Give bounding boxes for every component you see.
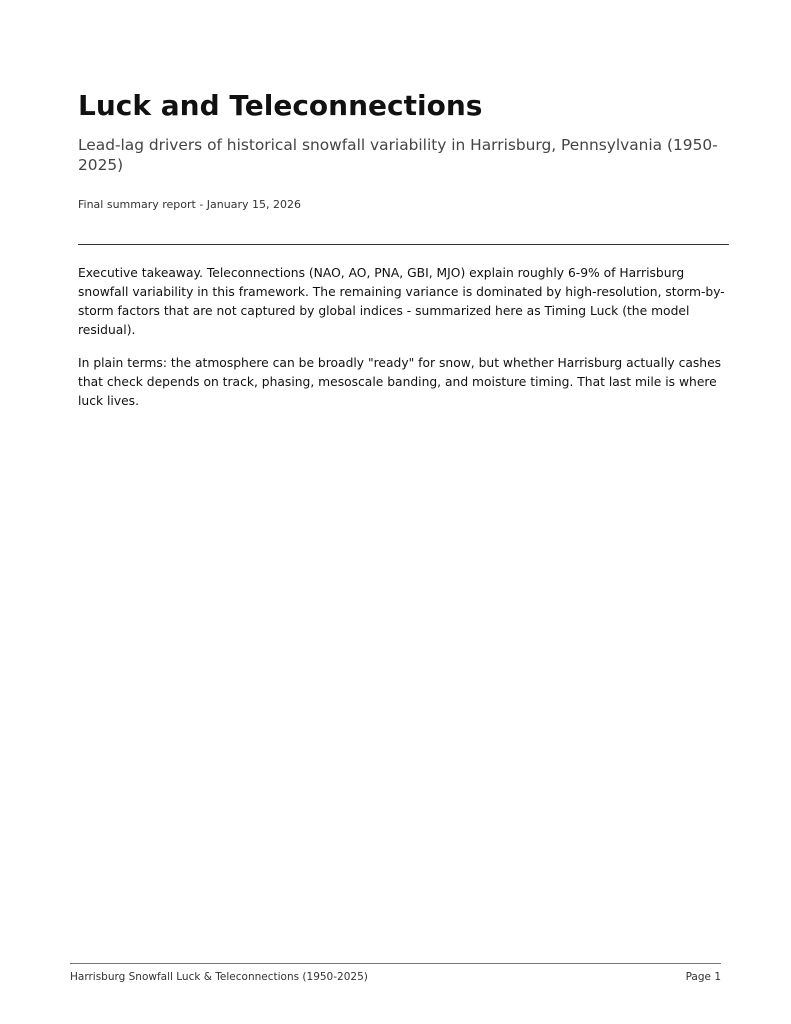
page-subtitle: Lead-lag drivers of historical snowfall variability in Harrisburg, Pennsylvania (1950-2025) [78, 136, 718, 174]
executive-takeaway-paragraph: Executive takeaway. Teleconnections (NAO, AO, PNA, GBI, MJO) explain roughly 6-9% of Harrisburg snowfall variability in this framework. The remaining variance is dominated by high-resolution, storm-by-storm factors that are not captured by global indices - summarized here as Timing Luck (the model residual). [78, 266, 725, 337]
header-divider [78, 244, 729, 245]
plain-terms-paragraph: In plain terms: the atmosphere can be broadly "ready" for snow, but whether Harrisburg actually cashes that check depends on track, phasing, mesoscale banding, and moisture timing. That last mile is where luck lives. [78, 356, 722, 408]
footer-page-number: Page 1 [685, 971, 721, 983]
footer-running-title: Harrisburg Snowfall Luck & Teleconnections (1950-2025) [70, 971, 368, 983]
page-title: Luck and Teleconnections [78, 89, 483, 122]
report-date: Final summary report - January 15, 2026 [78, 198, 301, 211]
footer-divider [70, 963, 721, 964]
